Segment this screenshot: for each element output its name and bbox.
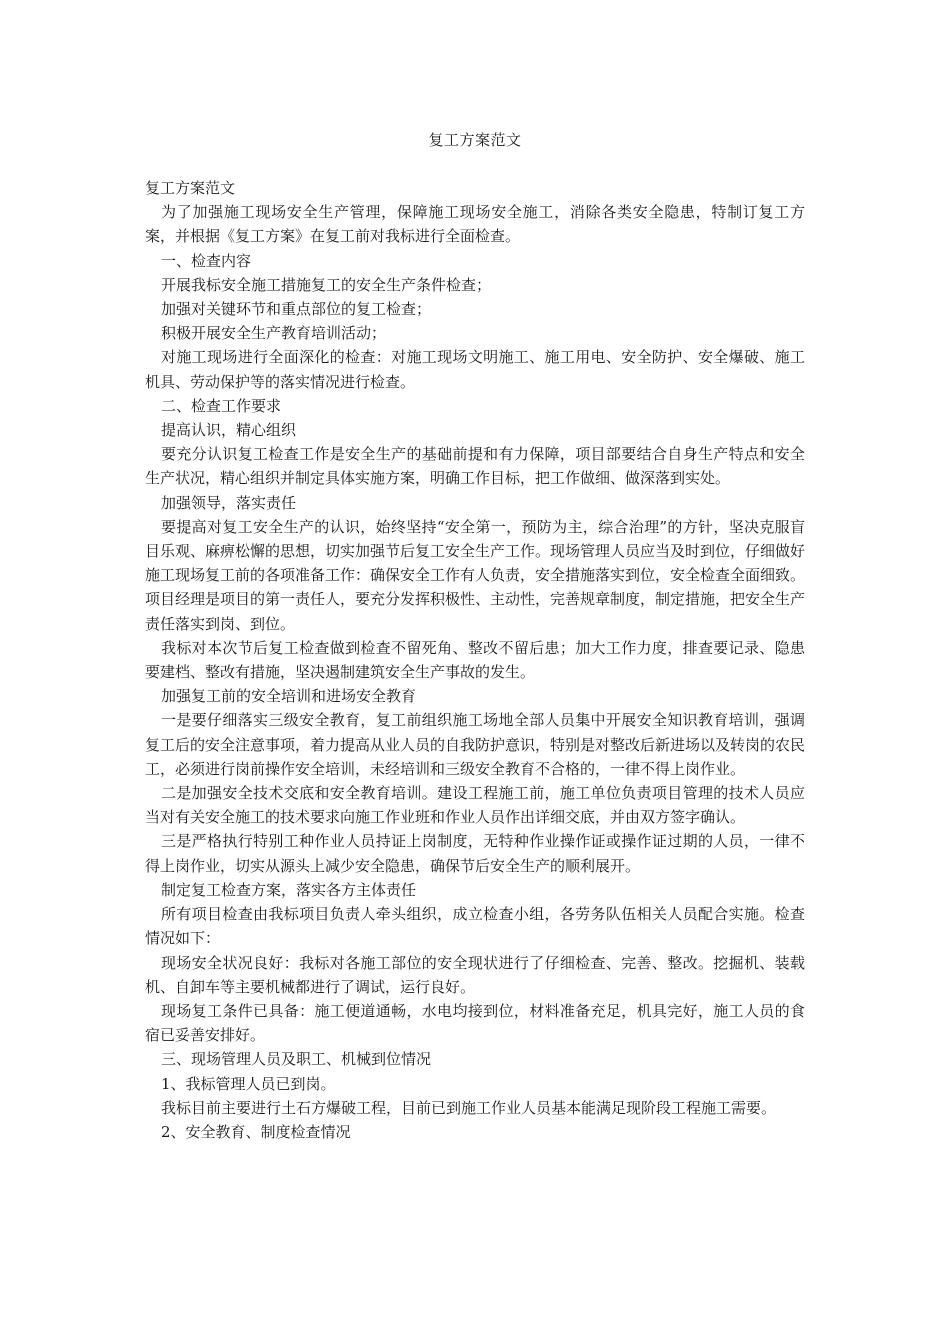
paragraph: 二、检查工作要求 <box>161 396 282 415</box>
paragraph: 现场复工条件已具备：施工便道通畅，水电均接到位，材料准备充足，机具完好，施工人员的食宿已妥善安排好。 <box>145 1001 805 1045</box>
paragraph: 三、现场管理人员及职工、机械到位情况 <box>161 1050 432 1069</box>
paragraph: 我标对本次节后复工检查做到检查不留死角、整改不留后患；加大工作力度，排查要记录、隐患要建档、整改有措施，坚决遏制建筑安全生产事故的发生。 <box>145 638 805 682</box>
paragraph: 开展我标安全施工措施复工的安全生产条件检查； <box>161 275 492 294</box>
paragraph: 现场安全状况良好：我标对各施工部位的安全现状进行了仔细检查、完善、整改。挖掘机、装载机、自卸车等主要机械都进行了调试，运行良好。 <box>145 953 805 996</box>
document-title: 复工方案范文 <box>428 131 522 149</box>
paragraph: 加强领导，落实责任 <box>161 493 297 512</box>
paragraph: 复工方案范文 <box>145 179 236 197</box>
paragraph: 对施工现场进行全面深化的检查：对施工现场文明施工、施工用电、安全防护、安全爆破、施工机具、劳动保护等的落实情况进行检查。 <box>145 348 805 391</box>
paragraph: 一是要仔细落实三级安全教育，复工前组织施工场地全部人员集中开展安全知识教育培训，强调复工后的安全注意事项，着力提高从业人员的自我防护意识，特别是对整改后新进场以及转岗的农民工，必须进行岗前操作安全培训，未经培训和三级安全教育不合格的，一律不得上岗作业。 <box>145 711 806 778</box>
paragraph: 一、检查内容 <box>161 251 252 270</box>
paragraph: 2、安全教育、制度检查情况 <box>161 1122 351 1141</box>
paragraph: 要充分认识复工检查工作是安全生产的基础前提和有力保障，项目部要结合自身生产特点和安全生产状况，精心组织并制定具体实施方案，明确工作目标，把工作做细、做深落到实处。 <box>145 445 805 488</box>
paragraph: 提高认识，精心组织 <box>161 421 297 440</box>
paragraph: 我标目前主要进行土石方爆破工程，目前已到施工作业人员基本能满足现阶段工程施工需要。 <box>161 1098 777 1117</box>
paragraph: 积极开展安全生产教育培训活动； <box>161 324 387 343</box>
paragraph: 1、我标管理人员已到岗。 <box>161 1074 336 1093</box>
paragraph: 为了加强施工现场安全生产管理，保障施工现场安全施工，消除各类安全隐患，特制订复工方案，并根据《复工方案》在复工前对我标进行全面检查。 <box>145 203 805 246</box>
paragraph: 要提高对复工安全生产的认识，始终坚持“安全第一，预防为主，综合治理”的方针，坚决克服盲目乐观、麻痹松懈的思想，切实加强节后复工安全生产工作。现场管理人员应当及时到位，仔细做好施工现场复工前的各项准备工作：确保安全工作有人负责，安全措施落实到位，安全检查全面细致。项目经理是项目的第一责任人，要充分发挥积极性、主动性，完善规章制度，制定措施，把安全生产责任落实到岗、到位。 <box>145 517 806 633</box>
paragraph: 三是严格执行特别工种作业人员持证上岗制度，无特种作业操作证或操作证过期的人员，一律不得上岗作业，切实从源头上减少安全隐患，确保节后安全生产的顺利展开。 <box>145 832 805 875</box>
paragraph: 二是加强安全技术交底和安全教育培训。建设工程施工前，施工单位负责项目管理的技术人员应当对有关安全施工的技术要求向施工作业班和作业人员作出详细交底，并由双方签字确认。 <box>145 784 805 827</box>
document-body <box>145 176 805 1144</box>
paragraph: 所有项目检查由我标项目负责人牵头组织，成立检查小组，各劳务队伍相关人员配合实施。检查情况如下： <box>145 905 805 948</box>
paragraph: 加强复工前的安全培训和进场安全教育 <box>161 687 417 706</box>
paragraph: 制定复工检查方案，落实各方主体责任 <box>161 880 417 899</box>
paragraph: 加强对关键环节和重点部位的复工检查； <box>161 300 432 319</box>
